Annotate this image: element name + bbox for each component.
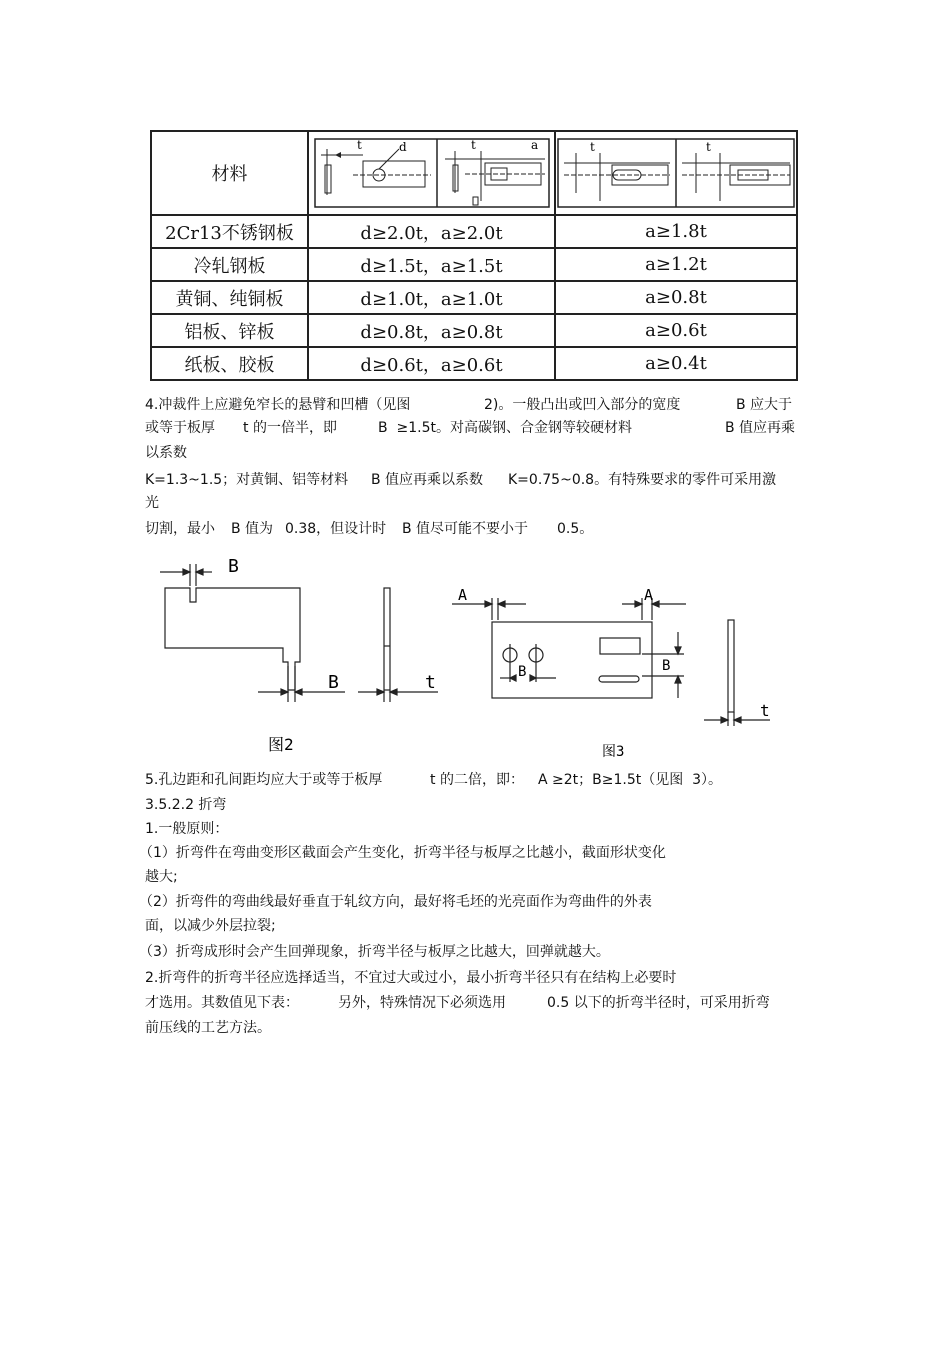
para4-text: B 值应再乘 <box>725 420 796 436</box>
slot-spec-cell: a≥0.6t <box>555 314 797 347</box>
para4-text: 切割，最小 <box>145 521 215 537</box>
table-row <box>151 281 797 314</box>
para4-text: B 值尽可能不要小于 <box>402 521 529 537</box>
fig3-caption: 图3 <box>602 744 625 760</box>
bend-text: 面，以减少外层拉裂; <box>145 918 276 934</box>
figure-2-cantilever-diagram <box>150 550 450 760</box>
para4-text: 0.5。 <box>557 521 594 537</box>
table-row <box>151 314 797 347</box>
hole-spec-cell: d≥1.5t，a≥1.5t <box>308 248 555 281</box>
bend-text: 越大; <box>145 869 178 885</box>
fig3-label-a-left: A <box>458 586 468 604</box>
fig3-label-b-left: B <box>518 664 527 680</box>
para4-text: 或等于板厚 <box>145 420 215 436</box>
slot-spec-cell: a≥1.8t <box>555 215 797 248</box>
gap-label: a <box>530 138 538 152</box>
para4-text: 以系数 <box>145 445 187 461</box>
para4-text: 0.38，但设计时 <box>285 521 387 537</box>
table-row <box>151 347 797 380</box>
para5-text: A ≥2t；B≥1.5t（见图 3）。 <box>538 772 723 788</box>
hole-spec-cell: d≥1.0t，a≥1.0t <box>308 281 555 314</box>
fig3-label-b-right: B <box>662 658 671 674</box>
material-cell: 铝板、锌板 <box>151 314 308 347</box>
para4-text: 2)。一般凸出或凹入部分的宽度 <box>484 397 681 413</box>
round-hole-diagram-icon <box>313 135 551 211</box>
hole-spec-cell: d≥0.8t，a≥0.8t <box>308 314 555 347</box>
material-cell: 冷轧钢板 <box>151 248 308 281</box>
fig2-label-b-top: B <box>228 556 239 577</box>
slot-thickness-label: t <box>590 140 595 154</box>
slot-spec-cell: a≥0.8t <box>555 281 797 314</box>
hole-spec-cell: d≥2.0t，a≥2.0t <box>308 215 555 248</box>
min-hole-size-table <box>150 130 798 381</box>
bend-text: （2）折弯件的弯曲线最好垂直于轧纹方向，最好将毛坯的光亮面作为弯曲件的外表 <box>139 894 652 910</box>
bend-text: （1）折弯件在弯曲变形区截面会产生变化，折弯半径与板厚之比越小，截面形状变化 <box>139 845 666 861</box>
material-cell: 黄铜、纯铜板 <box>151 281 308 314</box>
bend-text: 另外，特殊情况下必须选用 <box>338 995 506 1011</box>
table-header-slot-figures <box>555 131 797 215</box>
material-cell: 纸板、胶板 <box>151 347 308 380</box>
para4-text: B 值为 <box>231 521 274 537</box>
bend-text: 1.一般原则： <box>145 821 229 837</box>
fig3-label-a-right: A <box>644 586 654 604</box>
fig2-caption: 图2 <box>268 735 294 754</box>
hole-spec-cell: d≥0.6t，a≥0.6t <box>308 347 555 380</box>
para5-text: 5.孔边距和孔间距均应大于或等于板厚 <box>145 772 383 788</box>
para4-text: 4.冲裁件上应避免窄长的悬臂和凹槽（见图 <box>145 397 411 413</box>
thickness-label: t <box>356 138 362 152</box>
table-header-material: 材料 <box>151 131 308 215</box>
para5-text: t 的二倍，即： <box>430 772 524 788</box>
para4-text: B ≥1.5t。对高碳钢、合金钢等较硬材料 <box>378 420 632 436</box>
thickness-label-2: t <box>470 138 476 152</box>
para4-text: B 值应再乘以系数 <box>371 472 484 488</box>
table-header-hole-figures <box>308 131 555 215</box>
fig3-label-t: t <box>760 701 770 720</box>
material-cell: 2Cr13不锈钢板 <box>151 215 308 248</box>
diameter-label: d <box>398 140 407 154</box>
bend-text: 前压线的工艺方法。 <box>145 1020 271 1036</box>
section-heading: 3.5.2.2 折弯 <box>145 797 227 813</box>
para4-text: B 应大于 <box>736 397 793 413</box>
bend-text: 才选用。其数值见下表： <box>145 995 299 1011</box>
figure-3-hole-spacing-diagram <box>450 580 780 765</box>
bend-text: 2.折弯件的折弯半径应选择适当，不宜过大或过小，最小折弯半径只有在结构上必要时 <box>145 970 677 986</box>
para4-text: K=1.3~1.5；对黄铜、铝等材料 <box>145 472 349 488</box>
para4-text: t 的一倍半，即 <box>243 420 337 436</box>
table-row <box>151 215 797 248</box>
slot-spec-cell: a≥1.2t <box>555 248 797 281</box>
table-header-row <box>151 131 797 215</box>
slot-hole-diagram-icon <box>556 135 796 211</box>
slot-spec-cell: a≥0.4t <box>555 347 797 380</box>
fig2-label-t: t <box>425 672 436 693</box>
slot-thickness-label-2: t <box>706 140 711 154</box>
bend-text: 0.5 以下的折弯半径时，可采用折弯 <box>547 995 770 1011</box>
para4-text: 光 <box>145 495 159 511</box>
para4-text: K=0.75~0.8。有特殊要求的零件可采用激 <box>508 472 777 488</box>
bend-text: （3）折弯成形时会产生回弹现象，折弯半径与板厚之比越大，回弹就越大。 <box>139 944 610 960</box>
table-row <box>151 248 797 281</box>
fig2-label-b-bottom: B <box>328 672 339 693</box>
